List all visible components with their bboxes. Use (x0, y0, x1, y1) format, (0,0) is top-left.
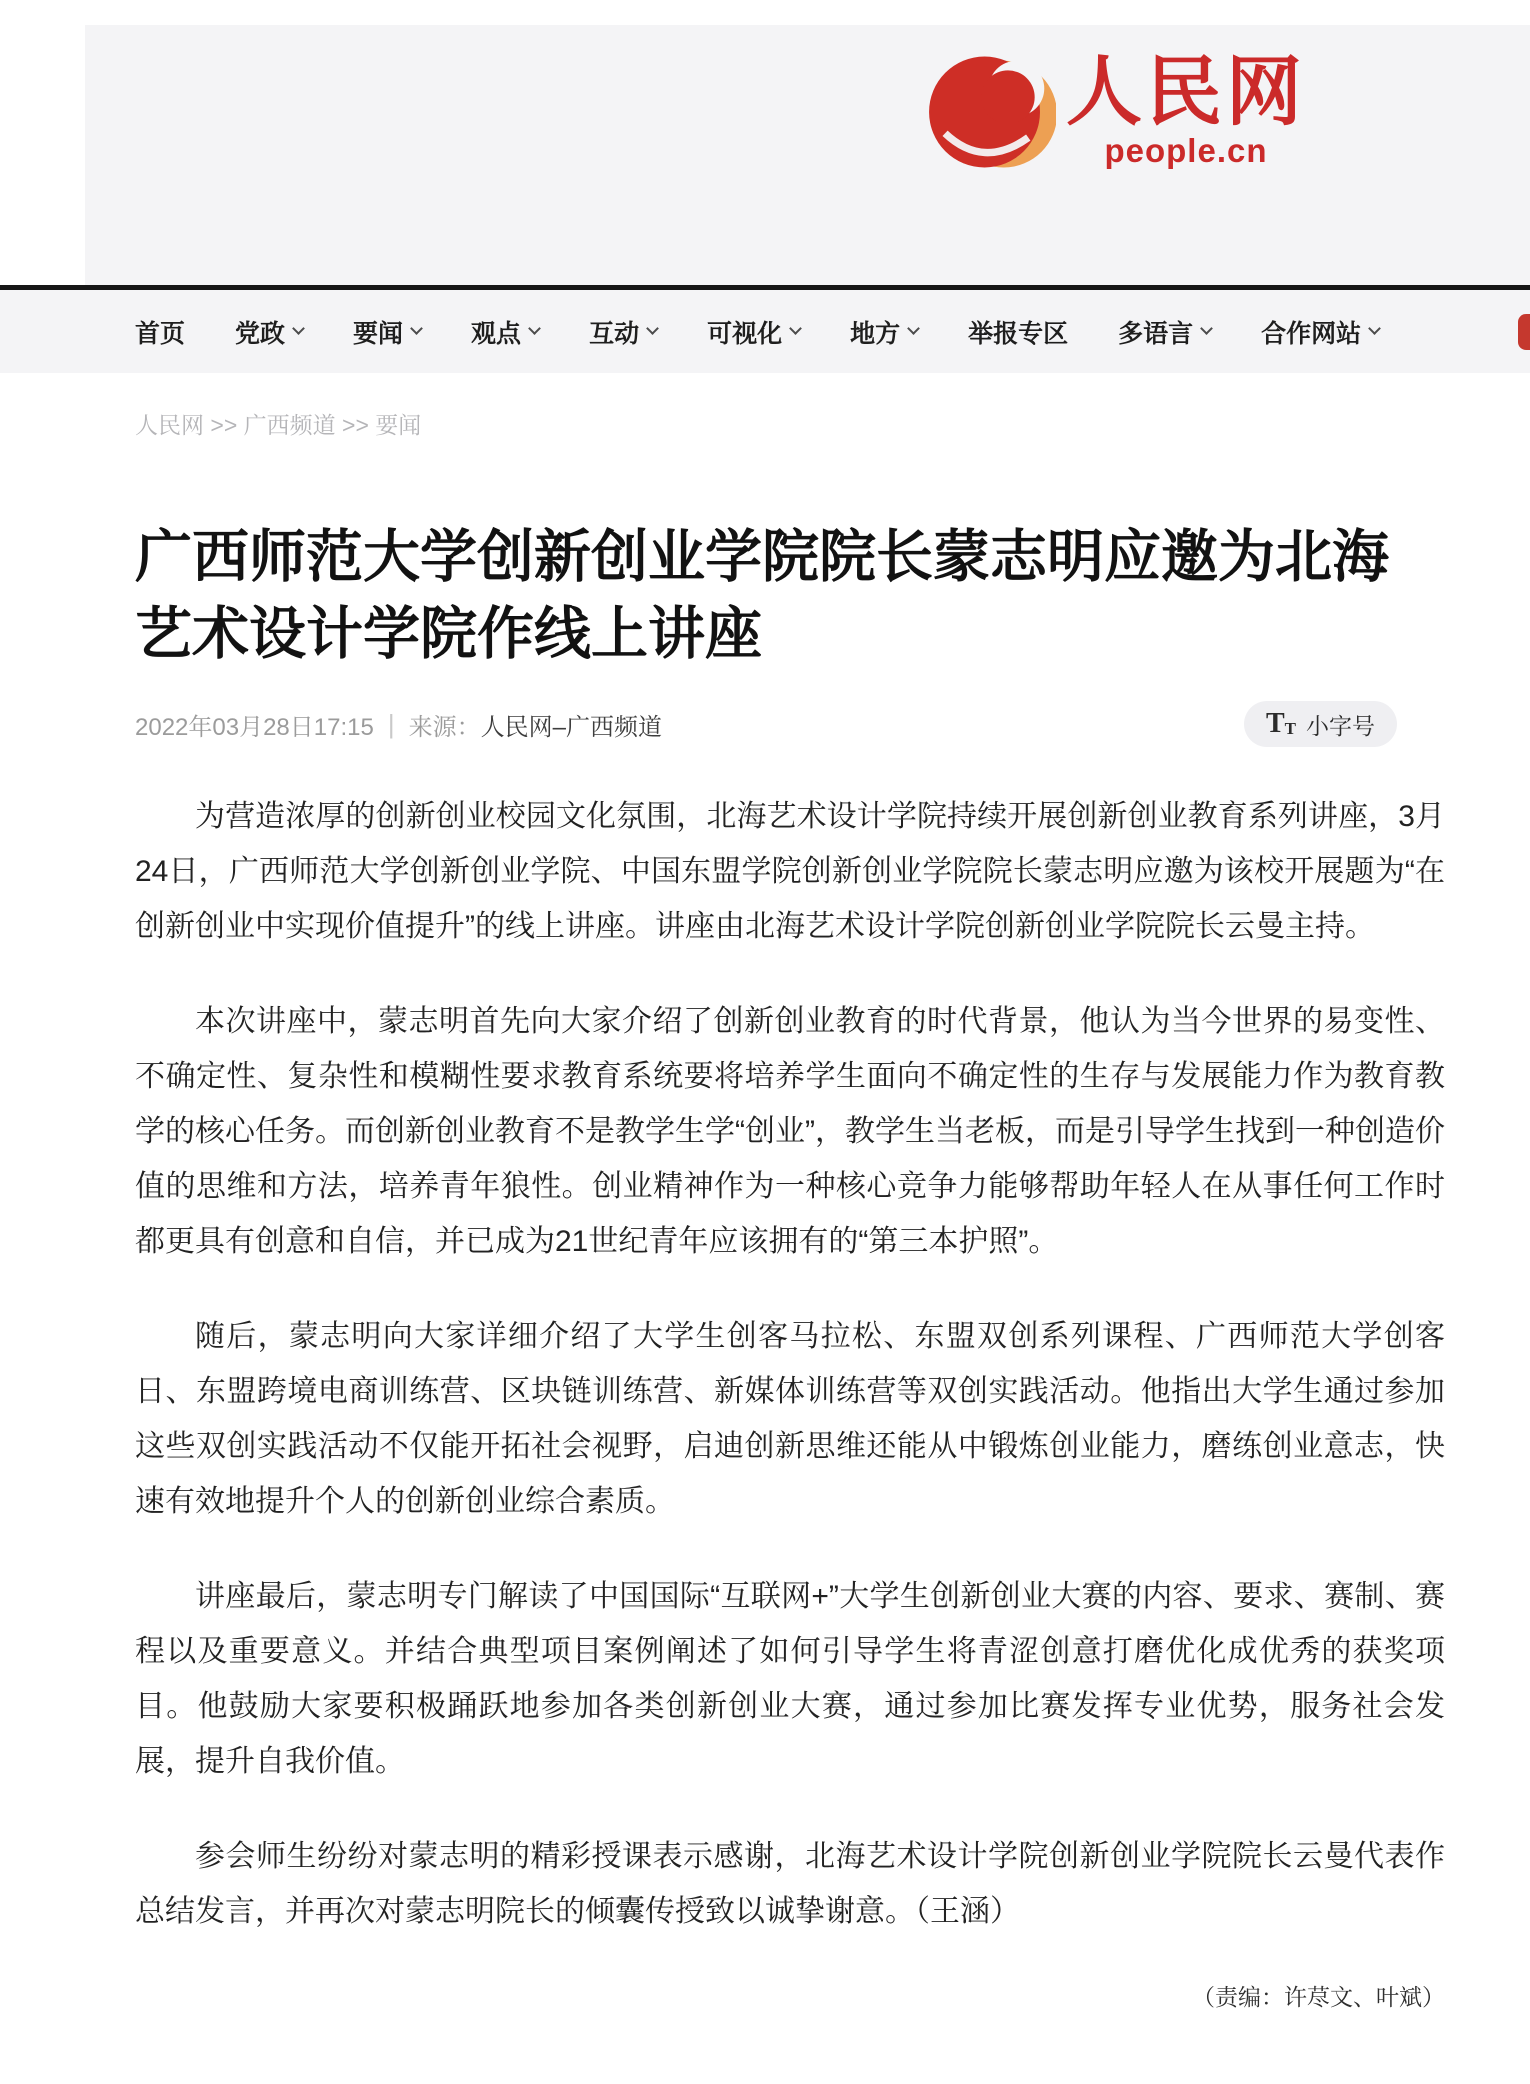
source-label: 来源： (408, 713, 481, 741)
article-title: 广西师范大学创新创业学院院长蒙志明应邀为北海艺术设计学院作线上讲座 (135, 525, 1389, 666)
nav-item-difang[interactable] (850, 314, 918, 350)
editors-line: （责编：许荩文、叶斌） (1192, 1984, 1445, 2010)
nav-item-label: 要闻 (353, 319, 404, 348)
chevron-down-icon (1200, 322, 1213, 335)
nav-item-hezuo[interactable] (1261, 314, 1379, 350)
nav-item-label: 首页 (135, 319, 186, 348)
logo-sphere-icon (928, 48, 1056, 176)
nav-item-home[interactable] (135, 314, 185, 350)
nav-item-dangzheng[interactable] (235, 314, 303, 350)
nav-item-hudong[interactable] (589, 314, 657, 350)
article-paragraph: 随后，蒙志明向大家详细介绍了大学生创客马拉松、东盟双创系列课程、广西师范大学创客日、东盟跨境电商训练营、区块链训练营、新媒体训练营等双创实践活动。他指出大学生通过参加这些双创实践活动不仅能开拓社会视野，启迪创新思维还能从中锻炼创业能力，磨练创业意志，快速有效地提升个人的创新创业综合素质。 (135, 1320, 1445, 1518)
article-paragraph: 讲座最后，蒙志明专门解读了中国国际“互联网+”大学生创新创业大赛的内容、要求、赛制、赛程以及重要意义。并结合典型项目案例阐述了如何引导学生将青涩创意打磨优化成优秀的获奖项目。他鼓励大家要积极踊跃地参加各类创新创业大赛，通过参加比赛发挥专业优势，服务社会发展，提升自我价值。 (135, 1580, 1445, 1778)
chevron-down-icon (292, 322, 305, 335)
nav-item-guandian[interactable] (471, 314, 539, 350)
font-size-icon-small: T (1284, 718, 1296, 738)
nav-right-partial-button[interactable] (1518, 314, 1530, 350)
nav-item-label: 地方 (850, 319, 901, 348)
chevron-down-icon (907, 322, 920, 335)
font-size-button[interactable] (1244, 701, 1397, 747)
people-cn-logo[interactable] (928, 48, 1306, 176)
nav-item-duoyuyan[interactable] (1118, 314, 1211, 350)
publish-date: 2022年03月28日17:15 (135, 713, 374, 741)
chevron-down-icon (789, 322, 802, 335)
font-size-button-label: 小字号 (1306, 712, 1375, 739)
header-background (85, 25, 1530, 285)
nav-item-label: 可视化 (707, 319, 783, 348)
nav-item-label: 观点 (471, 319, 522, 348)
chevron-down-icon (528, 322, 541, 335)
nav-item-yaowen[interactable] (353, 314, 421, 350)
chevron-down-icon (410, 322, 423, 335)
chevron-down-icon (646, 322, 659, 335)
article-body (135, 789, 1445, 1939)
nav-item-label: 多语言 (1118, 319, 1194, 348)
nav-item-keshihua[interactable] (707, 314, 800, 350)
nav-item-label: 互动 (589, 319, 640, 348)
nav-item-label: 合作网站 (1261, 319, 1362, 348)
font-size-icon: T (1265, 708, 1285, 739)
article-meta (135, 701, 1445, 747)
article-page (0, 411, 1530, 2012)
logo-en-text: people.cn (1104, 132, 1268, 169)
nav-item-jubao[interactable] (968, 314, 1068, 350)
page-header (0, 0, 1530, 285)
logo-cn-text: 人民网 (1066, 47, 1306, 136)
article-paragraph: 本次讲座中，蒙志明首先向大家介绍了创新创业教育的时代背景，他认为当今世界的易变性、不确定性、复杂性和模糊性要求教育系统要将培养学生面向不确定性的生存与发展能力作为教育教学的核心任务。而创新创业教育不是教学生学“创业”，教学生当老板，而是引导学生找到一种创造价值的思维和方法，培养青年狼性。创业精神作为一种核心竞争力能够帮助年轻人在从事任何工作时都更具有创意和自信，并已成为21世纪青年应该拥有的“第三本护照”。 (135, 1005, 1445, 1258)
nav-item-label: 举报专区 (968, 319, 1069, 348)
meta-divider: | (387, 708, 395, 739)
breadcrumb[interactable]: 人民网 >> 广西频道 >> 要闻 (135, 412, 422, 438)
logo-text (1066, 48, 1306, 170)
main-navbar (0, 290, 1530, 373)
source-link[interactable]: 人民网–广西频道 (480, 713, 662, 741)
article-paragraph: 参会师生纷纷对蒙志明的精彩授课表示感谢，北海艺术设计学院创新创业学院院长云曼代表作总结发言，并再次对蒙志明院长的倾囊传授致以诚挚谢意。（王涵） (135, 1840, 1445, 1928)
nav-item-label: 党政 (235, 319, 286, 348)
chevron-down-icon (1368, 322, 1381, 335)
article-paragraph: 为营造浓厚的创新创业校园文化氛围，北海艺术设计学院持续开展创新创业教育系列讲座，3月24日，广西师范大学创新创业学院、中国东盟学院创新创业学院院长蒙志明应邀为该校开展题为“在创新创业中实现价值提升”的线上讲座。讲座由北海艺术设计学院创新创业学院院长云曼主持。 (135, 800, 1445, 943)
